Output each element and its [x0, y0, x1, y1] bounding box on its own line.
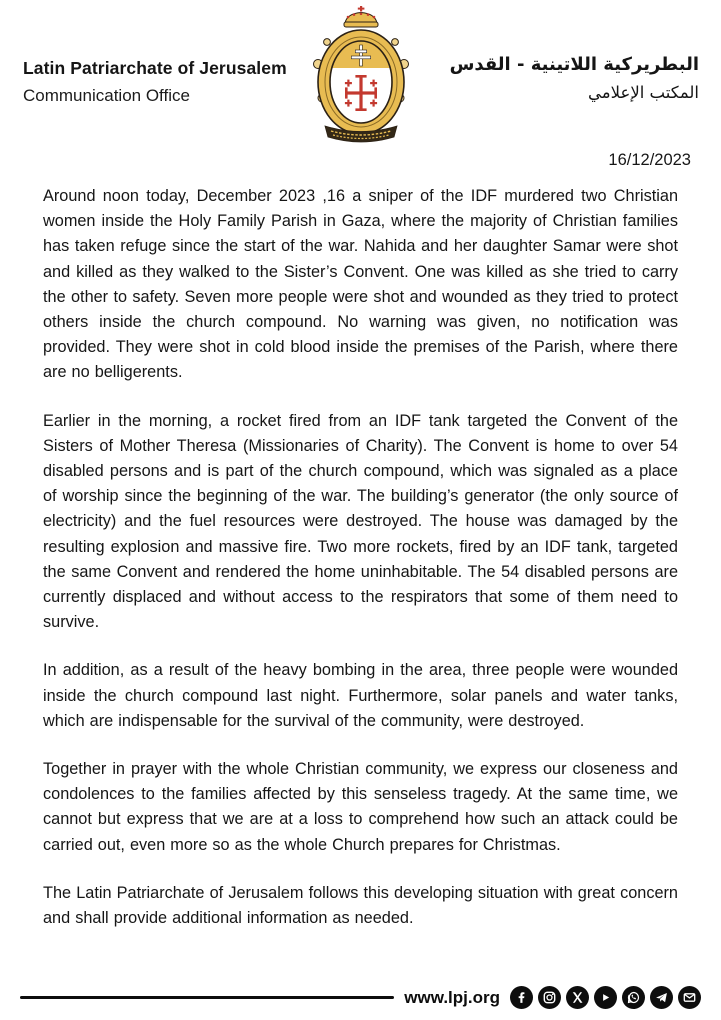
social-icons [510, 986, 701, 1009]
paragraph-5: The Latin Patriarchate of Jerusalem follows this developing situation with great concern and shall provide additional information as needed. [43, 883, 678, 928]
website-link[interactable]: www.lpj.org [404, 987, 500, 1007]
paragraph-1: Around noon today, December 2023 ,16 a sniper of the IDF murdered two Christian women inside the Holy Family Parish in Gaza, where the majority of Christian families has taken refuge since the start of the war. Nahida and her daughter Samar were shot and killed as they walked to the Sister’s Convent. One was killed as she tried to carry the other to safety. Seven more people were shot and wounded as they tried to protect others inside the church compound. No warning was given, no notification was provided. They were shot in cold blood inside the premises of the Parish, where there are no belligerents. [43, 187, 678, 382]
letterhead-left [23, 58, 287, 106]
footer [20, 986, 701, 1009]
organization-name: Latin Patriarchate of Jerusalem [23, 58, 287, 78]
instagram-icon[interactable] [538, 986, 561, 1009]
whatsapp-icon[interactable] [622, 986, 645, 1009]
paragraph-2: Earlier in the morning, a rocket fired from an IDF tank targeted the Convent of the Sisters of Mother Theresa (Missionaries of Charity). The Convent is home to over 54 disabled persons and is part of the church compound, which was signaled as a place of worship since the beginning of the war. The building’s generator (the only source of electricity) and the fuel resources were destroyed. The house was damaged by the resulting explosion and massive fire. Two more rockets, fired by an IDF tank, targeted the same Convent and rendered the home uninhabitable. The 54 disabled persons are currently displaced and without access to the respirators that some of them need to survive. [43, 411, 678, 632]
office-name: Communication Office [23, 86, 190, 105]
footer-rule [20, 996, 394, 999]
date: 16/12/2023 [608, 151, 691, 169]
paragraph-4: Together in prayer with the whole Christian community, we express our closeness and condolences to the families affected by this senseless tragedy. At the same time, we cannot but express that we are at a loss to comprehend how such an attack could be carried out, even more so as the whole Church prepares for Christmas. [43, 760, 678, 854]
paragraph-3: In addition, as a result of the heavy bombing in the area, three people were wounded inside the church compound last night. Furthermore, solar panels and water tanks, which are indispensable for the survival of the community, were destroyed. [43, 661, 678, 730]
letterhead-right-arabic [450, 54, 699, 102]
office-name-arabic: المكتب الإعلامي [588, 83, 699, 102]
press-release-body [43, 184, 678, 972]
x-twitter-icon[interactable] [566, 986, 589, 1009]
youtube-icon[interactable] [594, 986, 617, 1009]
organization-name-arabic: البطريركية اللاتينية - القدس [449, 54, 699, 75]
patriarchate-crest-logo [299, 6, 423, 146]
email-icon[interactable] [678, 986, 701, 1009]
telegram-icon[interactable] [650, 986, 673, 1009]
facebook-icon[interactable] [510, 986, 533, 1009]
